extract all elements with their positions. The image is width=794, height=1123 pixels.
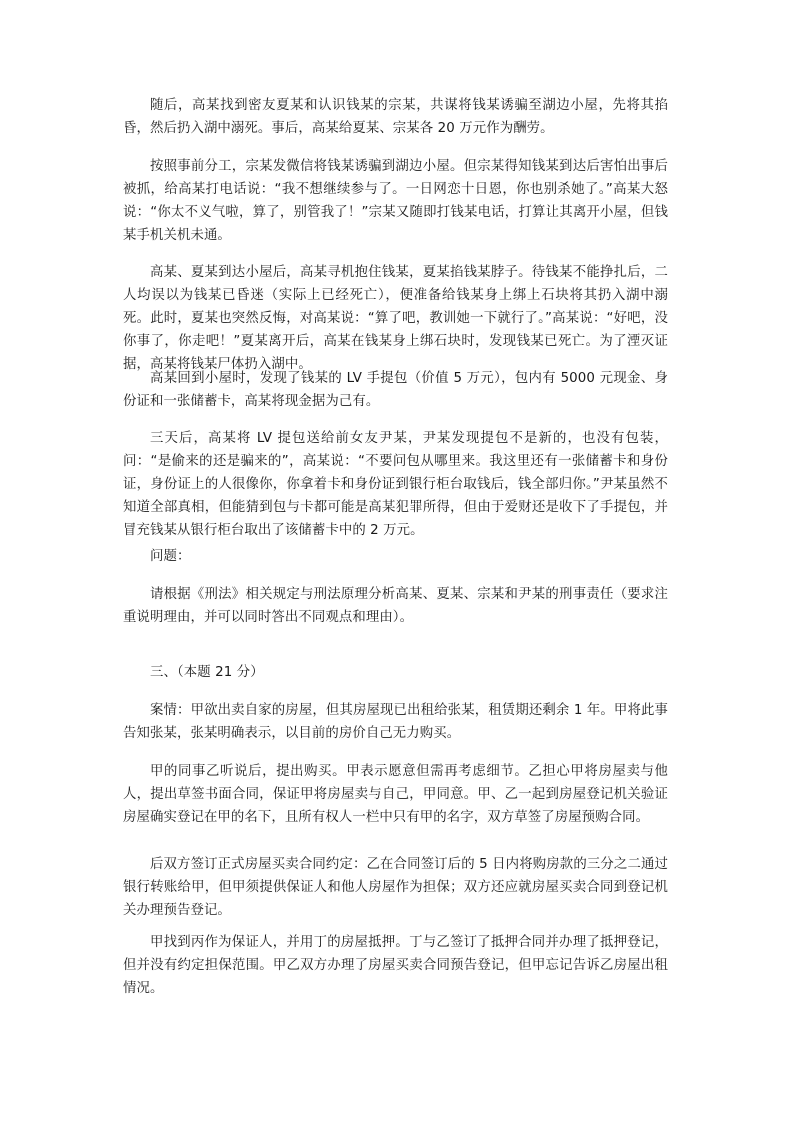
- paragraph-1: 随后，高某找到密友夏某和认识钱某的宗某，共谋将钱某诱骗至湖边小屋，先将其掐昏，然后扔入湖中溺死。事后，高某给夏某、宗某各 20 万元作为酬劳。: [123, 98, 668, 136]
- section-title: 三、（本题 21 分）: [150, 665, 264, 680]
- case-paragraph-3: 后双方签订正式房屋买卖合同约定：乙在合同签订后的 5 日内将购房款的三分之二通过银行转账给甲，但甲须提供保证人和他人房屋作为担保；双方还应就房屋买卖合同到登记机关办理预告登记。: [123, 857, 668, 918]
- question-label: 问题：: [150, 549, 191, 564]
- paragraph-4: 高某回到小屋时，发现了钱某的 LV 手提包（价值 5 万元），包内有 5000 元现金、身份证和一张储蓄卡，高某将现金据为己有。: [123, 371, 668, 409]
- paragraph-2: 按照事前分工，宗某发微信将钱某诱骗到湖边小屋。但宗某得知钱某到达后害怕出事后被抓，给高某打电话说：“我不想继续参与了。一日网恋十日恩，你也别杀她了。”高某大怒说：“你太不义气啦，算了，别管我了！”宗某又随即打钱某电话，打算让其离开小屋，但钱某手机关机未通。: [123, 159, 668, 243]
- question-text: 请根据《刑法》相关规定与刑法原理分析高某、夏某、宗某和尹某的刑事责任（要求注重说明理由，并可以同时答出不同观点和理由）。: [123, 587, 668, 625]
- paragraph-3: 高某、夏某到达小屋后，高某寻机抱住钱某，夏某掐钱某脖子。待钱某不能挣扎后，二人均误以为钱某已昏迷（实际上已经死亡），便准备给钱某身上绑上石块将其扔入湖中溺死。此时，夏某也突然反悔，对高某说：“算了吧，教训她一下就行了。”高某说：“好吧，没你事了，你走吧！”夏某离开后，高某在钱某身上绑石块时，发现钱某已死亡。为了湮灭证据，高某将钱某尸体扔入湖中。: [123, 265, 668, 372]
- paragraph-5: 三天后，高某将 LV 提包送给前女友尹某，尹某发现提包不是新的，也没有包装，问：“是偷来的还是骗来的”，高某说：“不要问包从哪里来。我这里还有一张储蓄卡和身份证，身份证上的人很像你，你拿着卡和身份证到银行柜台取钱后，钱全部归你。”尹某虽然不知道全部真相，但能猜到包与卡都可能是高某犯罪所得，但由于爱财还是收下了手提包，并冒充钱某从银行柜台取出了该储蓄卡中的 2 万元。: [123, 431, 668, 538]
- case-paragraph-4: 甲找到丙作为保证人，并用丁的房屋抵押。丁与乙签订了抵押合同并办理了抵押登记，但并没有约定担保范围。甲乙双方办理了房屋买卖合同预告登记，但甲忘记告诉乙房屋出租情况。: [123, 935, 668, 996]
- case-paragraph-2: 甲的同事乙听说后，提出购买。甲表示愿意但需再考虑细节。乙担心甲将房屋卖与他人，提出草签书面合同，保证甲将房屋卖与自己，甲同意。甲、乙一起到房屋登记机关验证房屋确实登记在甲的名下，且所有权人一栏中只有甲的名字，双方草签了房屋预购合同。: [123, 764, 668, 825]
- case-paragraph-1: 案情：甲欲出卖自家的房屋，但其房屋现已出租给张某，租赁期还剩余 1 年。甲将此事告知张某，张某明确表示，以目前的房价自己无力购买。: [123, 703, 668, 741]
